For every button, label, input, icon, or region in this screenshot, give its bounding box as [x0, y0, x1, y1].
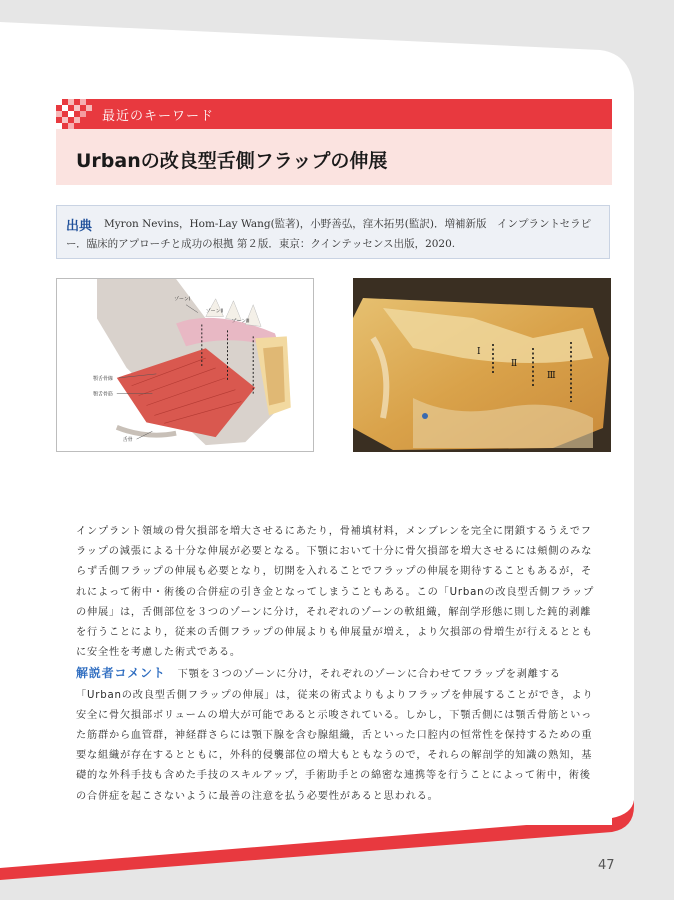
photo-zone1-label: Ⅰ [477, 347, 481, 357]
comment-label: 解説者コメント [76, 666, 166, 681]
page-number: 47 [598, 858, 615, 873]
article-title: Urbanの改良型舌側フラップの伸展 [76, 150, 388, 172]
hyoid-label: 舌骨 [122, 437, 133, 444]
anatomy-illustration [56, 278, 314, 452]
zone1-label: ゾーンⅠ [174, 296, 191, 303]
comment-text: 下顎を３つのゾーンに分け，それぞれのゾーンに合わせてフラップを剥離する「Urbanの改良型舌側フラップの伸展」は，従来の術式よりもよりフラップを伸展することができ，より安全に骨欠損部ボリュームの増大が可能であると示唆されている。しかし，下顎舌側には顎舌骨筋といった筋群から血管群，神経群さらには顎下腺を含む腺組織，舌といった口腔内の恒常性を保持するための重要な組織が存在するとともに，外科的侵襲部位の増大もともなうので，それらの解剖学的知識の熟知，基礎的な外科手技も含めた手技のスキルアップ，手術助手との綿密な連携等を行うことによって術中，術後の合併症を起こさないように最善の注意を払う必要性があると思われる。 [76, 669, 594, 802]
zone3-label: ゾーンⅢ [231, 318, 250, 325]
commentary [76, 663, 596, 806]
photo-zone3-label: Ⅲ [547, 371, 556, 381]
mylohyoid-muscle-label: 顎舌骨筋 [93, 391, 113, 398]
cadaver-photo [353, 278, 611, 452]
keyword-section-label: 最近のキーワード [102, 109, 215, 124]
mylohyoid-line-label: 顎舌骨線 [93, 375, 113, 382]
body-text [76, 522, 596, 807]
zone2-label: ゾーンⅡ [205, 308, 223, 315]
source-label: 出典 [66, 219, 93, 234]
checker-pattern-icon [56, 99, 94, 129]
body-paragraph: インプラント領域の骨欠損部を増大させるにあたり，骨補填材料，メンブレンを完全に閉鎖するうえでフラップの減張による十分な伸展が必要となる。下顎において十分に骨欠損部を増大させるには頬側のみならず舌側フラップの伸展も必要となり，切開を入れることでフラップの伸展を期待することもあるが，それによって術中・術後の合併症の引き金となってしまうこともある。この「Urbanの改良型舌側フラップの伸展」は，舌側部位を３つのゾーンに分け，それぞれのゾーンの軟組織，解剖学形態に則した鈍的剥離を行うことにより，従来の舌側フラップの伸展よりも伸展量が増え，より欠損部の骨増生が行えるとともに安全性を考慮した術式である。 [76, 526, 595, 659]
source-citation: Myron Nevins，Hom-Lay Wang(監著)，小野善弘，窪木拓男(監訳)．増補新版 インプラントセラピー．臨床的アプローチと成功の根拠 第２版．東京：クインテッセンス出版，2020. [66, 218, 592, 250]
photo-zone2-label: Ⅱ [511, 359, 518, 369]
